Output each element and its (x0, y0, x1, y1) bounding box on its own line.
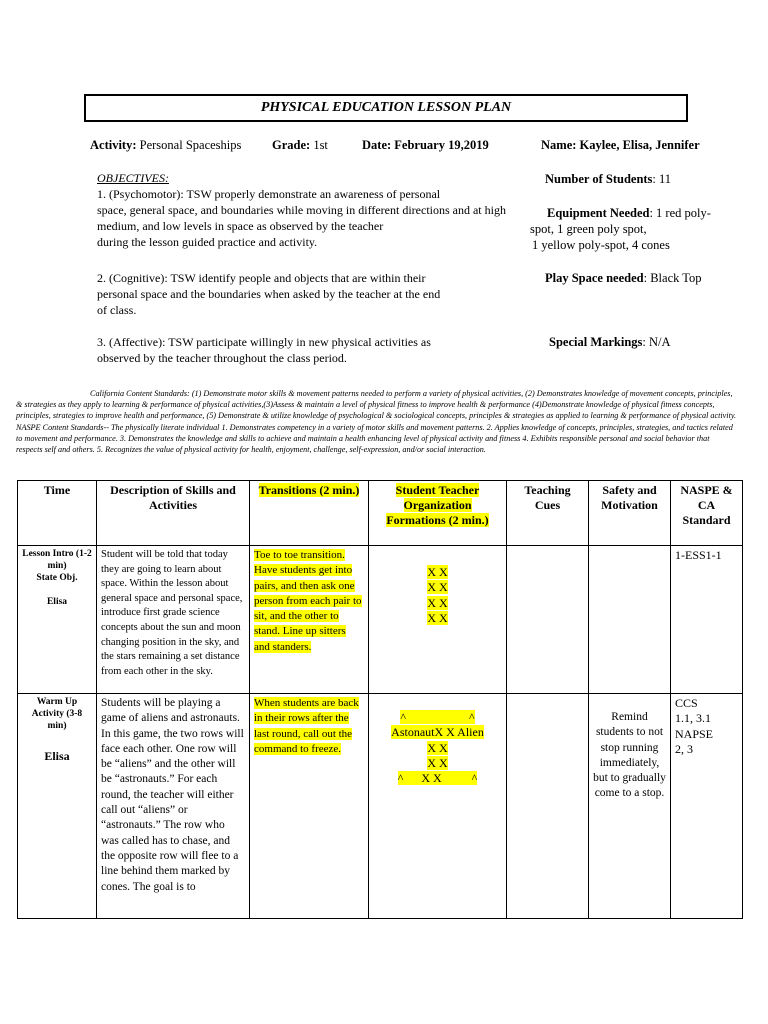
formation-line: X X (427, 740, 448, 755)
lesson-plan-table (17, 480, 743, 919)
row-naspe-cell (671, 694, 743, 919)
name-label: Name: Kaylee, Elisa, Jennifer (541, 138, 700, 152)
students-value: : 11 (652, 172, 672, 186)
date-field (362, 138, 489, 153)
formation-line: ^ X X ^ (397, 771, 478, 786)
objective-line: 3. (Affective): TSW participate willingly in new physical activities as (97, 335, 431, 349)
play-space-needed (545, 270, 702, 286)
objective-psychomotor (97, 186, 506, 250)
row-description-cell: Students will be playing a game of aliens and astronauts. In this game, the two rows will face each other. One row will be “aliens” and the other will be “astronauts.” For each round, the teacher will either call out “aliens” or “astronauts.” The row who was called has to chase, and the opposite row will flee to a line behind them marked by cones. The goal is to (97, 694, 250, 919)
row-formation-cell (369, 694, 507, 919)
equipment-needed (530, 205, 747, 253)
row-safety-cell (589, 694, 671, 919)
formation-line: X X (427, 755, 448, 770)
objective-affective (97, 334, 431, 366)
objective-cognitive (97, 270, 440, 318)
row-cues-cell (507, 546, 589, 694)
formation-line: X X (427, 595, 448, 610)
transition-text: Toe to toe transition. Have students get into pairs, and then ask one person from each pair to sit, and the other to stand. Line up sitters and standers. (254, 549, 362, 653)
row-transition-cell (250, 694, 369, 919)
header-time: Time (18, 481, 97, 546)
objective-line: 1. (Psychomotor): TSW properly demonstrate an awareness of personal (97, 187, 441, 201)
objective-line: personal space and the boundaries when asked by the teacher at the end (97, 287, 441, 301)
row-naspe-cell: 1-ESS1-1 (671, 546, 743, 694)
activity-field (90, 138, 241, 153)
row-description-cell: Student will be told that today they are going to learn about space. Within the lesson about general space and personal space, introduce first grade science concepts about the sun and moon changing position in the sky, and the stars remaining a set distance from each other in the sky. (97, 546, 250, 694)
table-header-row (18, 481, 743, 546)
date-label: Date: February 19,2019 (362, 138, 489, 152)
grade-label: Grade: (272, 138, 311, 152)
row-cues-cell (507, 694, 589, 919)
number-of-students (545, 171, 671, 187)
table-row (18, 694, 743, 919)
equipment-label: Equipment Needed (547, 206, 650, 220)
naspe-line: NAPSE (675, 726, 714, 741)
special-markings (549, 334, 671, 350)
time-title: Warm Up Activity (3-8 min) (31, 697, 83, 731)
header-transitions (250, 481, 369, 546)
row-formation-cell (369, 546, 507, 694)
transition-text: When students are back in their rows after the last round, call out the command to freeze. (254, 697, 359, 755)
grade-value: 1st (313, 138, 328, 152)
equipment-line: spot, 1 green poly spot, (530, 222, 647, 236)
formation-line: X X (427, 610, 448, 625)
naspe-line: 2, 3 (675, 741, 693, 756)
activity-label: Activity: (90, 138, 137, 152)
time-sub: State Obj. (36, 573, 78, 583)
students-label: Number of Students (545, 172, 653, 186)
row-time-cell (18, 546, 97, 694)
header-formations-text: Student Teacher Organization Formations (2 min.) (386, 483, 489, 527)
grade-field (272, 138, 328, 153)
objective-line: medium, and low levels in space as observed by the teacher (97, 219, 384, 233)
formation-line: X X (427, 565, 448, 579)
objective-line: observed by the teacher throughout the class period. (97, 351, 347, 365)
header-transitions-text: Transitions (2 min.) (258, 483, 360, 497)
formation-line: X X (427, 580, 448, 595)
row-transition-cell (250, 546, 369, 694)
safety-text: Remind students to not stop running immediately, but to gradually come to a stop. (593, 711, 666, 800)
objectives-heading: OBJECTIVES: (97, 171, 169, 185)
equipment-line: : 1 red poly- (649, 206, 711, 220)
time-person: Elisa (44, 749, 70, 763)
header-teaching-cues: Teaching Cues (507, 481, 589, 546)
objective-line: during the lesson guided practice and activity. (97, 235, 318, 249)
objective-line: 2. (Cognitive): TSW identify people and objects that are within their (97, 271, 426, 285)
markings-label: Special Markings (549, 335, 643, 349)
page-title: PHYSICAL EDUCATION LESSON PLAN (84, 94, 688, 122)
time-title: Lesson Intro (1-2 min) (22, 549, 92, 571)
header-formations (369, 481, 507, 546)
playspace-value: : Black Top (643, 271, 702, 285)
header-description: Description of Skills and Activities (97, 481, 250, 546)
markings-value: : N/A (642, 335, 671, 349)
formation-line: ^ ^ (400, 710, 475, 724)
naspe-line: CCS (675, 696, 698, 710)
row-safety-cell (589, 546, 671, 694)
objective-line: of class. (97, 303, 137, 317)
naspe-line: 1.1, 3.1 (675, 711, 711, 726)
equipment-line: 1 yellow poly-spot, 4 cones (532, 238, 670, 252)
header-safety: Safety and Motivation (589, 481, 671, 546)
objective-line: space, general space, and boundaries while moving in different directions and at high (97, 203, 506, 217)
time-person: Elisa (46, 597, 68, 607)
playspace-label: Play Space needed (545, 271, 644, 285)
header-naspe: NASPE & CA Standard (671, 481, 743, 546)
name-field (541, 138, 700, 153)
row-time-cell (18, 694, 97, 919)
table-row (18, 546, 743, 694)
formation-line: AstonautX X Alien (391, 725, 484, 740)
activity-value: Personal Spaceships (139, 138, 242, 152)
content-standards: California Content Standards: (1) Demonstrate motor skills & movement patterns needed to perform a variety of physical activities, (2) Demonstrates knowledge of movement concepts, principles, & strategies as they apply to learning & performance of physical activities,(3)Assess & maintain a level of physical fitness to improve health & performance (4)Demonstrate knowledge of physical fitness concepts, principles, strategies to improve health and performance, (5) Demonstrate & utilize knowledge of psychological & sociological concepts, principles & strategies as applied to learning & performance of physical activity. NASPE Content Standards-- The physically literate individual 1. Demonstrates competency in a variety of motor skills and movement patterns. 2. Applies knowledge of concepts, principles, strategies, and tactics related to movement and performance. 3. Demonstrates the knowledge and skills to achieve and maintain a health enhancing level of physical activity and fitness 4. Exhibits responsible personal and social behavior that respects self and others. 5. Recognizes the value of physical activity for health, enjoyment, challenge, self-expression, and/or social interaction. (16, 389, 737, 455)
